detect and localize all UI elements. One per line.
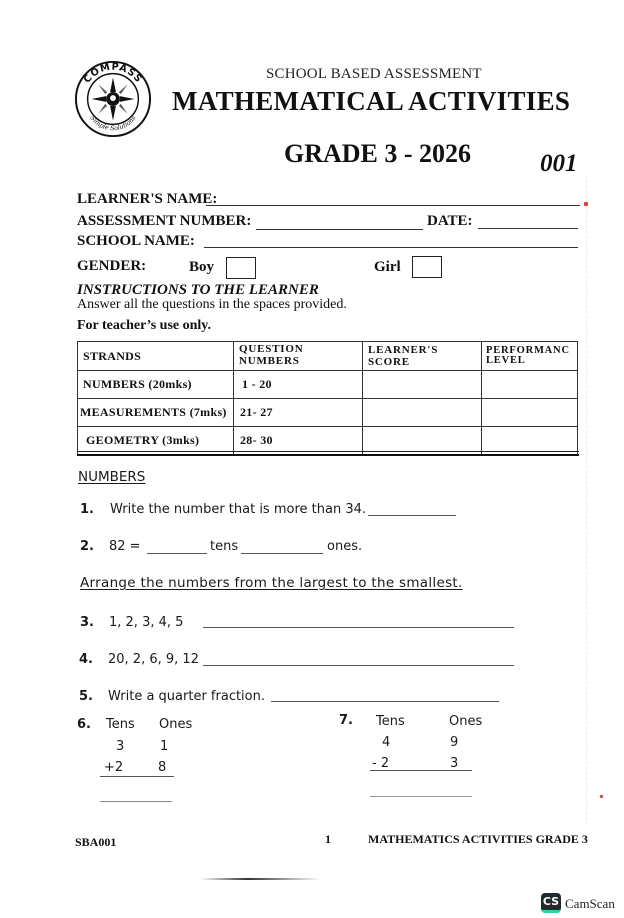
footer-code: SBA001 bbox=[75, 835, 117, 849]
q5-number: 5. bbox=[79, 689, 93, 704]
q2-tens-answer-line[interactable] bbox=[147, 553, 207, 554]
teacher-use-label: For teacher’s use only. bbox=[77, 318, 212, 333]
q6-number: 6. bbox=[77, 717, 91, 732]
q4-text: 20, 2, 6, 9, 12 bbox=[108, 652, 199, 667]
q7-top-ones: 9 bbox=[450, 735, 459, 750]
header-performance-line1: PERFORMANC bbox=[486, 345, 570, 356]
learner-name-label: LEARNER'S NAME: bbox=[77, 191, 218, 207]
instructions-heading: INSTRUCTIONS TO THE LEARNER bbox=[77, 282, 319, 298]
camscanner-label: CamScan bbox=[565, 896, 615, 911]
table-header-row bbox=[78, 342, 578, 371]
paper-edge bbox=[586, 175, 617, 825]
questions-cell: 28- 30 bbox=[234, 427, 363, 455]
school-name-label: SCHOOL NAME: bbox=[77, 233, 195, 249]
strand-cell: MEASUREMENTS (7mks) bbox=[78, 399, 234, 427]
header-performance-level bbox=[482, 342, 578, 371]
q4-number: 4. bbox=[79, 652, 93, 667]
q6-col-tens: Tens bbox=[106, 717, 135, 732]
questions-cell: 21- 27 bbox=[234, 399, 363, 427]
compass-logo bbox=[74, 60, 152, 138]
q3-text: 1, 2, 3, 4, 5 bbox=[109, 615, 184, 630]
q5-text: Write a quarter fraction. bbox=[108, 689, 265, 704]
q2-lhs: 82 = bbox=[109, 539, 141, 554]
paper-code: 001 bbox=[540, 150, 578, 177]
q7-number: 7. bbox=[339, 713, 353, 728]
level-cell[interactable] bbox=[482, 399, 578, 427]
q6-bottom-ones: 8 bbox=[158, 760, 167, 775]
header-strands: STRANDS bbox=[78, 342, 234, 371]
strand-cell: GEOMETRY (3mks) bbox=[78, 427, 234, 455]
logo-text-bottom: Simple Solutions bbox=[88, 114, 138, 133]
page-title: MATHEMATICAL ACTIVITIES bbox=[172, 86, 571, 116]
q7-bottom-tens: - 2 bbox=[372, 756, 390, 771]
girl-checkbox[interactable] bbox=[412, 256, 442, 278]
q5-answer-line[interactable] bbox=[271, 701, 499, 702]
score-cell[interactable] bbox=[363, 371, 482, 399]
q6-sum-line bbox=[100, 776, 174, 777]
camscanner-logo-icon: CS bbox=[541, 893, 561, 913]
scan-mark bbox=[600, 795, 603, 798]
scan-smudge bbox=[200, 878, 320, 880]
level-cell[interactable] bbox=[482, 371, 578, 399]
girl-label: Girl bbox=[374, 259, 401, 275]
header-learners-score: LEARNER'S SCORE bbox=[363, 342, 482, 371]
score-table bbox=[77, 341, 578, 455]
boy-label: Boy bbox=[189, 259, 215, 275]
learner-name-field[interactable] bbox=[206, 205, 580, 206]
date-label: DATE: bbox=[427, 213, 473, 229]
footer-subject: MATHEMATICS ACTIVITIES GRADE 3 bbox=[368, 832, 588, 846]
q7-col-ones: Ones bbox=[449, 714, 483, 729]
assessment-type: SCHOOL BASED ASSESSMENT bbox=[266, 66, 482, 82]
section-title: NUMBERS bbox=[78, 469, 146, 485]
date-field[interactable] bbox=[478, 228, 578, 229]
strand-cell: NUMBERS (20mks) bbox=[78, 371, 234, 399]
q2-ones-answer-line[interactable] bbox=[241, 553, 323, 554]
footer-page-number: 1 bbox=[325, 832, 331, 846]
questions-cell: 1 - 20 bbox=[234, 371, 363, 399]
table-row bbox=[78, 399, 578, 427]
q1-answer-line[interactable] bbox=[368, 515, 456, 516]
q3-answer-line[interactable] bbox=[203, 627, 514, 628]
boy-checkbox[interactable] bbox=[226, 257, 256, 279]
assessment-number-field[interactable] bbox=[256, 229, 423, 230]
header-performance-line2: LEVEL bbox=[486, 355, 526, 366]
school-name-field[interactable] bbox=[204, 247, 578, 248]
arrange-instruction: Arrange the numbers from the largest to the smallest. bbox=[80, 575, 463, 591]
score-cell[interactable] bbox=[363, 399, 482, 427]
q4-answer-line[interactable] bbox=[203, 665, 514, 666]
q7-col-tens: Tens bbox=[376, 714, 405, 729]
q7-bottom-ones: 3 bbox=[450, 756, 459, 771]
instructions-text: Answer all the questions in the spaces provided. bbox=[77, 297, 347, 312]
assessment-number-label: ASSESSMENT NUMBER: bbox=[77, 213, 252, 229]
q7-answer-line[interactable] bbox=[370, 796, 472, 797]
divider-line-thick bbox=[77, 454, 579, 456]
header-question-numbers: QUESTION NUMBERS bbox=[234, 342, 363, 371]
q6-answer-line[interactable] bbox=[100, 801, 172, 802]
q1-text: Write the number that is more than 34. bbox=[110, 502, 366, 517]
q6-top-tens: 3 bbox=[116, 739, 125, 754]
q2-number: 2. bbox=[80, 539, 94, 554]
q6-col-ones: Ones bbox=[159, 717, 193, 732]
divider-line bbox=[77, 451, 579, 452]
q1-number: 1. bbox=[80, 502, 94, 517]
q7-difference-line bbox=[370, 770, 472, 771]
q6-top-ones: 1 bbox=[160, 739, 169, 754]
q6-bottom-tens: +2 bbox=[104, 760, 124, 775]
q3-number: 3. bbox=[80, 615, 94, 630]
q2-tens-label: tens bbox=[210, 539, 239, 554]
table-row bbox=[78, 371, 578, 399]
gender-label: GENDER: bbox=[77, 258, 147, 274]
q7-top-tens: 4 bbox=[382, 735, 391, 750]
logo-text-top: COMPASS bbox=[81, 61, 145, 86]
grade-heading: GRADE 3 - 2026 bbox=[284, 139, 472, 168]
q2-ones-label: ones. bbox=[327, 539, 363, 554]
